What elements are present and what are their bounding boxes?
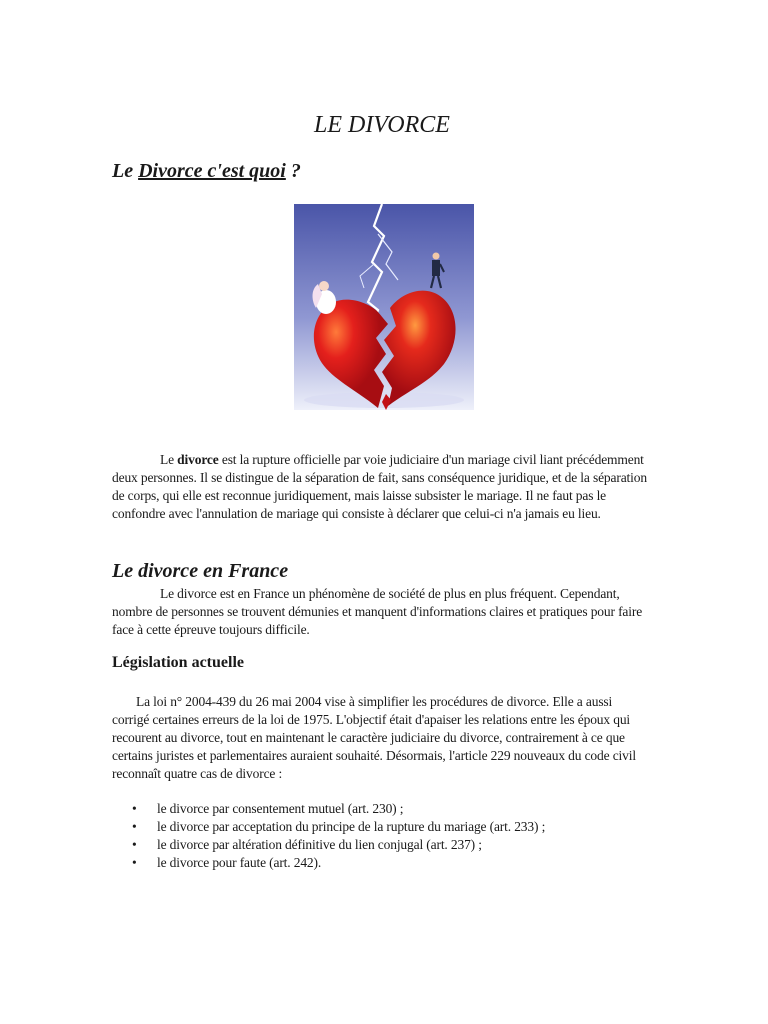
definition-lead: Le	[160, 452, 178, 467]
heading-underlined: Divorce c'est quoi	[138, 160, 286, 182]
legislation-body: La loi n° 2004-439 du 26 mai 2004 vise à simplifier les procédures de divorce. Elle a aussi corrigé certaines erreurs de la loi de 1975. L'objectif était d'apaiser les relations entre les époux qui recourent au divorce, tout en maintenant le caractère judiciaire du divorce, contrairement à ce que certains juristes et parlementaires auraient souhaité. Désormais, l'article 229 nouveaux du code civil reconnaît quatre cas de divorce :	[112, 694, 636, 781]
paragraph-france	[112, 585, 652, 639]
heading-what-is-divorce	[112, 160, 301, 183]
list-item	[112, 800, 545, 818]
list-item-text: le divorce par consentement mutuel (art. 230) ;	[157, 801, 404, 816]
paragraph-definition	[112, 451, 652, 523]
heading-prefix: Le	[112, 160, 139, 182]
bullet-icon: •	[132, 819, 137, 834]
paragraph-legislation	[112, 693, 652, 783]
list-item	[112, 854, 545, 872]
list-item-text: le divorce par altération définitive du lien conjugal (art. 237) ;	[157, 837, 482, 852]
broken-heart-illustration	[294, 204, 474, 410]
list-item	[112, 818, 545, 836]
heading-current-legislation: Législation actuelle	[112, 654, 244, 671]
list-item-text: le divorce par acceptation du principe de la rupture du mariage (art. 233) ;	[157, 819, 546, 834]
france-body: Le divorce est en France un phénomène de société de plus en plus fréquent. Cependant, nombre de personnes se trouvent démunies et manquent d'informations claires et pratiques pour faire face à cette épreuve toujours difficile.	[112, 586, 643, 637]
list-item	[112, 836, 545, 854]
document-title: LE DIVORCE	[314, 112, 450, 138]
bullet-icon: •	[132, 801, 137, 816]
definition-body: est la rupture officielle par voie judiciaire d'un mariage civil liant précédemment deux personnes. Il se distingue de la séparation de fait, sans conséquence juridique, et de la séparation de corps, qui elle est reconnue juridiquement, mais laisse subsister le mariage. Il ne faut pas le confondre avec l'annulation de mariage qui consiste à déclarer que celui-ci n'a jamais eu lieu.	[112, 452, 647, 521]
list-item-text: le divorce pour faute (art. 242).	[157, 855, 322, 870]
heading-suffix: ?	[285, 160, 301, 182]
heading-divorce-in-france: Le divorce en France	[112, 560, 289, 582]
bullet-icon: •	[132, 855, 137, 870]
bullet-icon: •	[132, 837, 137, 852]
divorce-cases-list	[112, 800, 545, 872]
definition-term: divorce	[177, 452, 219, 467]
